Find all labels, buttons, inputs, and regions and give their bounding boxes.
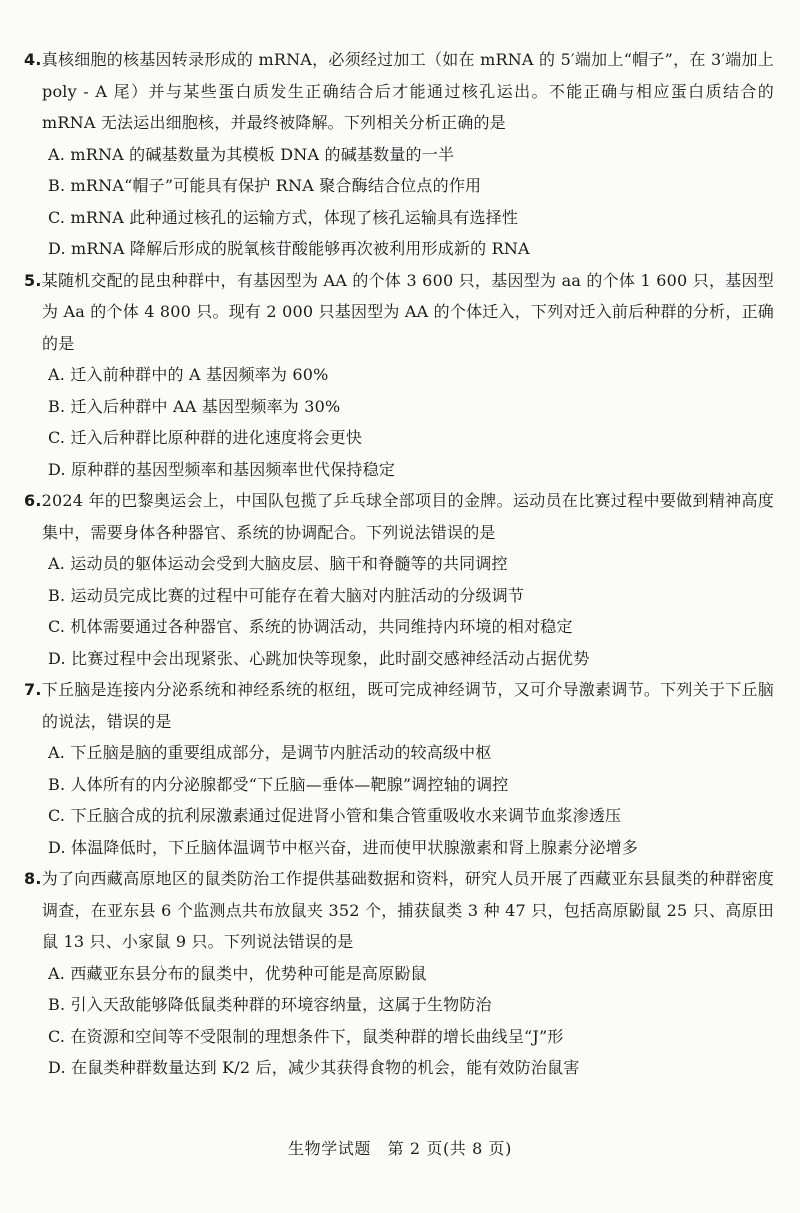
- option-list: [24, 737, 774, 863]
- question-stem: [24, 863, 774, 958]
- option-b: B. 运动员完成比赛的过程中可能存在着大脑对内脏活动的分级调节: [48, 585, 525, 605]
- question-text: 下丘脑是连接内分泌系统和神经系统的枢纽，既可完成神经调节，又可介导激素调节。下列关于下丘脑的说法，错误的是: [41, 680, 774, 731]
- option-c: C. 下丘脑合成的抗利尿激素通过促进肾小管和集合管重吸收水来调节血浆渗透压: [48, 806, 622, 825]
- option-list: [24, 958, 774, 1084]
- question-number: 5.: [24, 270, 42, 290]
- option-b: B. mRNA“帽子”可能具有保护 RNA 聚合酶结合位点的作用: [48, 176, 482, 195]
- option-d: D. 比赛过程中会出现紧张、心跳加快等现象，此时副交感神经活动占据优势: [48, 648, 590, 668]
- option-d: D. 在鼠类种群数量达到 K/2 后，减少其获得食物的机会，能有效防治鼠害: [48, 1058, 580, 1077]
- option-d: D. 原种群的基因型频率和基因频率世代保持稳定: [48, 459, 396, 479]
- option-a: A. 运动员的躯体运动会受到大脑皮层、脑干和脊髓等的共同调控: [48, 554, 508, 573]
- option-list: [24, 139, 774, 265]
- question-7: [24, 674, 774, 863]
- question-text: 真核细胞的核基因转录形成的 mRNA，必须经过加工（如在 mRNA 的 5′端加上“帽子”，在 3′端加上 poly - A 尾）并与某些蛋白质发生正确结合后才能通过核孔运出。不能正确与相应蛋白质结合的 mRNA 无法运出细胞核，并最终被降解。下列相关分析正确的是: [41, 50, 774, 132]
- option-a: A. 迁入前种群中的 A 基因频率为 60%: [48, 365, 329, 384]
- question-5: [24, 265, 774, 486]
- option-c: C. 在资源和空间等不受限制的理想条件下，鼠类种群的增长曲线呈“J”形: [48, 1026, 564, 1046]
- option-b: B. 人体所有的内分泌腺都受“下丘脑—垂体—靶腺”调控轴的调控: [48, 774, 509, 794]
- question-stem: [24, 485, 774, 548]
- question-number: 7.: [24, 680, 42, 699]
- question-text: 为了向西藏高原地区的鼠类防治工作提供基础数据和资料，研究人员开展了西藏亚东县鼠类的种群密度调查，在亚东县 6 个监测点共布放鼠夹 352 个，捕获鼠类 3 种 47 只，包括高原鼢鼠 25 只、高原田鼠 13 只、小家鼠 9 只。下列说法错误的是: [41, 869, 774, 951]
- option-a: A. 下丘脑是脑的重要组成部分，是调节内脏活动的较高级中枢: [48, 743, 492, 762]
- question-4: [24, 44, 774, 265]
- question-stem: [24, 674, 774, 737]
- question-8: [24, 863, 774, 1084]
- question-stem: [24, 265, 774, 360]
- question-number: 4.: [24, 50, 42, 69]
- question-text: 某随机交配的昆虫种群中，有基因型为 AA 的个体 3 600 只，基因型为 aa 的个体 1 600 只，基因型为 Aa 的个体 4 800 只。现有 2 000 只基因型为 AA 的个体迁入，下列对迁入前后种群的分析，正确的是: [41, 270, 774, 353]
- option-b: B. 迁入后种群中 AA 基因型频率为 30%: [48, 396, 341, 416]
- option-c: C. mRNA 此种通过核孔的运输方式，体现了核孔运输具有选择性: [48, 207, 519, 227]
- question-list: [24, 44, 774, 1084]
- option-d: D. 体温降低时，下丘脑体温调节中枢兴奋，进而使甲状腺激素和肾上腺素分泌增多: [48, 837, 639, 857]
- question-number: 6.: [24, 491, 42, 510]
- question-text: 2024 年的巴黎奥运会上，中国队包揽了乒乓球全部项目的金牌。运动员在比赛过程中要做到精神高度集中，需要身体各种器官、系统的协调配合。下列说法错误的是: [41, 491, 774, 542]
- option-c: C. 机体需要通过各种器官、系统的协调活动，共同维持内环境的相对稳定: [48, 617, 573, 636]
- option-list: [24, 359, 774, 485]
- option-b: B. 引入天敌能够降低鼠类种群的环境容纳量，这属于生物防治: [48, 995, 492, 1014]
- option-a: A. mRNA 的碱基数量为其模板 DNA 的碱基数量的一半: [48, 144, 455, 164]
- option-a: A. 西藏亚东县分布的鼠类中，优势种可能是高原鼢鼠: [48, 963, 427, 983]
- question-number: 8.: [24, 869, 42, 888]
- question-6: [24, 485, 774, 674]
- page-footer: 生物学试题 第 2 页(共 8 页): [288, 1139, 512, 1158]
- question-stem: [24, 44, 774, 139]
- option-c: C. 迁入后种群比原种群的进化速度将会更快: [48, 428, 363, 447]
- option-list: [24, 548, 774, 674]
- option-d: D. mRNA 降解后形成的脱氧核苷酸能够再次被利用形成新的 RNA: [48, 239, 530, 258]
